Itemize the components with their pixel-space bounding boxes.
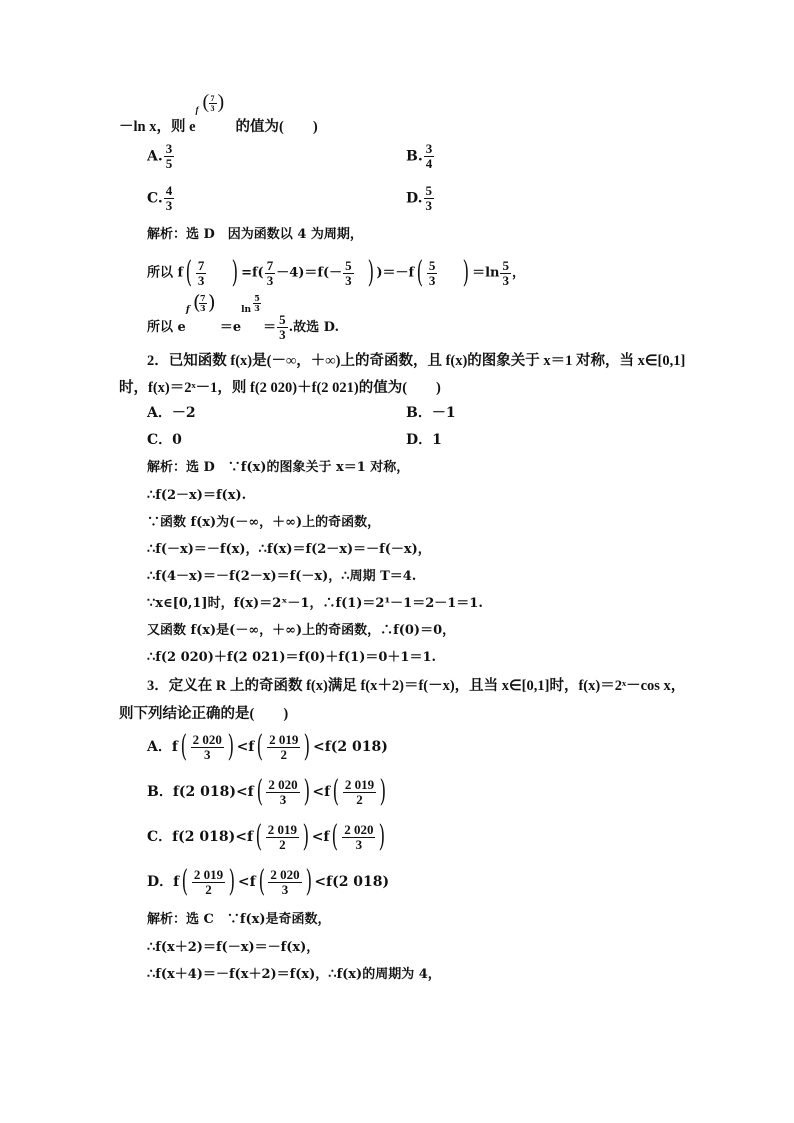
frac-den: 3 (266, 272, 274, 288)
frac-den: 3 (355, 836, 363, 852)
q1-option-label: A. (147, 148, 163, 165)
paren-right: ) (302, 819, 310, 854)
q2-option-label: D．1 (406, 432, 442, 448)
q2-sol-text: ∴f(2 020)＋f(2 021)＝f(0)＋f(1)＝0＋1＝1. (147, 650, 437, 665)
q1-sol-text: 解析：选 D 因为函数以 4 为周期， (147, 227, 363, 242)
q3-opt-frac1 (192, 868, 225, 897)
exp-num: 7 (200, 293, 206, 303)
q2-sol-text: 又函数 f(x)是(－∞，＋∞)上的奇函数，∴f(0)＝0， (147, 623, 456, 638)
paren-left: ( (256, 729, 264, 764)
frac-num: 2 019 (267, 821, 297, 837)
q3-opt-lt: <f (312, 784, 331, 800)
q2-sol-text: ∴f(4－x)＝－f(2－x)＝f(－x)，∴周期 T＝4. (147, 569, 417, 584)
q1-sol2-prefix: 所以 f (147, 265, 184, 281)
q3-sol-text: ∴f(x＋4)＝－f(x＋2)＝f(x)，∴f(x)的周期为 4， (147, 967, 441, 982)
q1-exp-paren-l: ( (202, 91, 210, 113)
q1-stem (119, 91, 318, 136)
q1-sol3-tail: .故选 D. (288, 320, 339, 335)
frac-num: 3 (165, 141, 173, 156)
q2-stem-line-1 (147, 352, 685, 370)
exp-den: 3 (254, 303, 260, 313)
frac-den: 5 (165, 156, 173, 171)
q2-solution-line (147, 568, 416, 586)
q3-opt-label: B．f(2 018)<f (147, 784, 254, 800)
q3-opt-lt: <f (236, 739, 255, 755)
q1-option-a (147, 142, 175, 171)
q1-exp-frac (209, 94, 217, 113)
q2-sol-text: ∴f(2－x)＝f(x). (147, 488, 247, 503)
exp-frac (253, 294, 261, 313)
q1-sol3-eq: ＝e (219, 320, 242, 335)
q3-solution-line (147, 966, 441, 984)
q2-stem-text: 2．已知函数 f(x)是(－∞，＋∞)上的奇函数，且 f(x)的图象关于 x＝1 对称，当 x∈[0,1] (147, 353, 686, 369)
q3-opt-lt: <f (311, 829, 330, 845)
q1-option-fraction (424, 184, 435, 213)
q2-solution-line (147, 541, 431, 559)
q1-sol2-frac5 (500, 259, 511, 288)
paren-left: ( (258, 864, 265, 899)
q2-option-a (147, 404, 196, 422)
frac-den: 3 (279, 791, 287, 807)
q3-stem-line-2 (119, 705, 288, 723)
q2-option-label: C．0 (147, 432, 182, 448)
q1-option-d (406, 184, 435, 213)
q1-option-b (406, 142, 435, 171)
q2-sol-text: 解析：选 D ∵f(x)的图象关于 x＝1 对称， (147, 460, 410, 475)
q2-solution-line (147, 595, 483, 613)
paren-left: ( (181, 864, 189, 899)
q1-sol2-mid2: －4)＝f(－ (276, 265, 343, 281)
paren-right: ) (367, 255, 374, 290)
q3-option-b (147, 774, 389, 809)
paren-right: ) (303, 729, 311, 764)
q1-exp-num: 7 (210, 94, 215, 103)
paren-right: ) (228, 864, 236, 899)
frac-num: 5 (502, 257, 509, 273)
frac-den: 3 (345, 272, 352, 288)
frac-num: 5 (279, 312, 286, 327)
paren-left: ( (185, 255, 193, 290)
frac-den: 3 (203, 746, 211, 762)
q3-opt-label: C．f(2 018)<f (147, 829, 254, 845)
q1-sol3-exp (185, 290, 220, 331)
paren-right: ) (379, 774, 387, 809)
frac-den: 3 (428, 272, 436, 288)
frac-den: 3 (279, 327, 286, 342)
q3-opt-tail: <f(2 018) (314, 874, 390, 890)
paren-left: ( (332, 774, 340, 809)
frac-num: 2 019 (193, 866, 224, 882)
q1-option-fraction (164, 184, 175, 213)
q3-sol-text: 解析：选 C ∵f(x)是奇函数， (147, 912, 331, 927)
paren-left: ( (416, 255, 424, 290)
frac-num: 2 020 (192, 731, 222, 747)
q3-stem-line-1 (147, 677, 685, 695)
frac-den: 3 (165, 198, 173, 213)
paren-left: ( (180, 729, 187, 764)
q1-sol2-end: ＝ln (472, 265, 500, 281)
q3-opt-frac2 (343, 778, 376, 807)
q2-option-c (147, 431, 182, 449)
q3-opt-lt: <f (237, 874, 256, 890)
q1-sol3-prefix: 所以 e (147, 320, 186, 335)
q1-exp (195, 91, 236, 131)
q1-option-label: C. (147, 190, 163, 207)
paren-right: ) (303, 774, 310, 809)
q2-solution-line (147, 622, 455, 640)
paren-right: ) (462, 255, 470, 290)
q1-sol3-frac (277, 313, 288, 342)
exp-paren-l: ( (192, 290, 201, 314)
q2-solution-line (147, 514, 380, 532)
frac-den: 3 (502, 272, 509, 288)
frac-den: 2 (280, 746, 287, 762)
q2-stem-line-2 (119, 379, 441, 397)
paren-left: ( (255, 819, 263, 854)
frac-num: 2 020 (268, 776, 298, 792)
q3-sol-text: ∴f(x＋2)＝f(－x)＝－f(x)， (147, 940, 320, 955)
q3-opt-frac1 (191, 733, 224, 762)
q2-sol-text: ∵函数 f(x)为(－∞，＋∞)上的奇函数， (147, 515, 381, 530)
q1-option-fraction (424, 142, 435, 171)
q1-exp-paren-r: ) (217, 91, 225, 113)
frac-num: 7 (197, 257, 205, 273)
q1-solution-line-1 (147, 226, 363, 244)
frac-den: 4 (425, 156, 433, 171)
paren-right: ) (227, 729, 234, 764)
exp-den: 3 (200, 303, 206, 313)
q3-option-d (147, 864, 390, 899)
q3-opt-frac1 (266, 778, 299, 807)
frac-num: 2 020 (344, 821, 374, 837)
q1-option-label: B. (406, 148, 423, 165)
q3-opt-label: D．f (147, 874, 180, 890)
q1-sol3-eq2: ＝ (263, 320, 277, 335)
q1-option-fraction (164, 142, 175, 171)
q1-option-label: D. (406, 190, 423, 207)
q1-sol3-exp2 (241, 293, 263, 331)
q2-sol-text: ∴f(－x)＝－f(x)，∴f(x)＝f(2－x)＝－f(－x)， (147, 542, 431, 557)
q1-option-c (147, 184, 175, 213)
frac-num: 2 019 (269, 731, 299, 747)
frac-num: 7 (266, 257, 274, 273)
q2-option-d (406, 431, 442, 449)
q2-option-label: B．－1 (406, 405, 456, 421)
frac-den: 3 (425, 198, 433, 213)
exp-num: 5 (254, 293, 260, 303)
q1-stem-text: －ln x，则 e (119, 119, 196, 135)
q2-solution-line (147, 487, 246, 505)
q1-sol2-frac4 (427, 259, 438, 288)
frac-num: 5 (425, 183, 433, 198)
q1-sol2-frac2 (265, 259, 276, 288)
q2-option-b (406, 404, 456, 422)
paren-right: ) (305, 864, 312, 899)
frac-den: 2 (356, 791, 363, 807)
frac-den: 3 (197, 272, 205, 288)
q1-exp-den: 3 (210, 104, 215, 113)
paren-right: ) (379, 819, 386, 854)
frac-num: 3 (425, 141, 433, 156)
frac-den: 2 (279, 836, 286, 852)
paren-right: ) (231, 255, 239, 290)
paren-left: ( (256, 774, 263, 809)
frac-num: 2 020 (270, 866, 300, 882)
q1-solution-line-3 (147, 290, 339, 342)
exp-ln: ln (241, 305, 252, 315)
frac-num: 5 (428, 257, 436, 273)
q3-solution-line (147, 911, 331, 929)
q3-opt-frac1 (266, 823, 299, 852)
q3-option-a (147, 729, 388, 764)
q1-sol2-mid3: )＝－f (376, 265, 415, 281)
q2-solution-line (147, 459, 409, 477)
exp-paren-r: ) (207, 290, 216, 314)
q3-opt-frac2 (268, 868, 301, 897)
q2-option-label: A．－2 (147, 405, 196, 421)
q1-solution-line-2 (147, 255, 525, 290)
q1-stem-end: 的值为( ) (235, 119, 318, 135)
q1-sol2-mid1: =f( (241, 265, 264, 281)
frac-num: 4 (165, 183, 173, 198)
q3-stem-text: 3．定义在 R 上的奇函数 f(x)满足 f(x＋2)＝f(－x)，且当 x∈[0,1]时，f(x)＝2ˣ－cos x， (147, 678, 686, 694)
q2-sol-text: ∵x∈[0,1]时，f(x)＝2ˣ－1，∴f(1)＝2¹－1＝2－1＝1. (147, 596, 483, 611)
q1-sol2-frac3 (343, 259, 354, 288)
q3-opt-label: A．f (147, 739, 178, 755)
q1-exp-f: f (195, 105, 199, 115)
frac-num: 5 (345, 257, 352, 273)
exp-frac (199, 294, 207, 313)
q3-opt-frac2 (342, 823, 375, 852)
frac-num: 2 019 (344, 776, 375, 792)
q1-sol2-frac1 (196, 259, 207, 288)
frac-den: 3 (281, 881, 289, 897)
q2-solution-line (147, 649, 436, 667)
q3-option-c (147, 819, 388, 854)
paren-left: ( (332, 819, 339, 854)
q2-stem-text: 时，f(x)＝2ˣ－1，则 f(2 020)＋f(2 021)的值为( ) (119, 380, 441, 396)
frac-den: 2 (205, 881, 212, 897)
q3-opt-tail: <f(2 018) (313, 739, 388, 755)
q3-solution-line (147, 939, 319, 957)
exp-f: f (185, 305, 190, 315)
q1-sol2-tail: ， (511, 265, 525, 281)
q3-stem-text: 则下列结论正确的是( ) (119, 706, 289, 722)
q3-opt-frac2 (267, 733, 300, 762)
